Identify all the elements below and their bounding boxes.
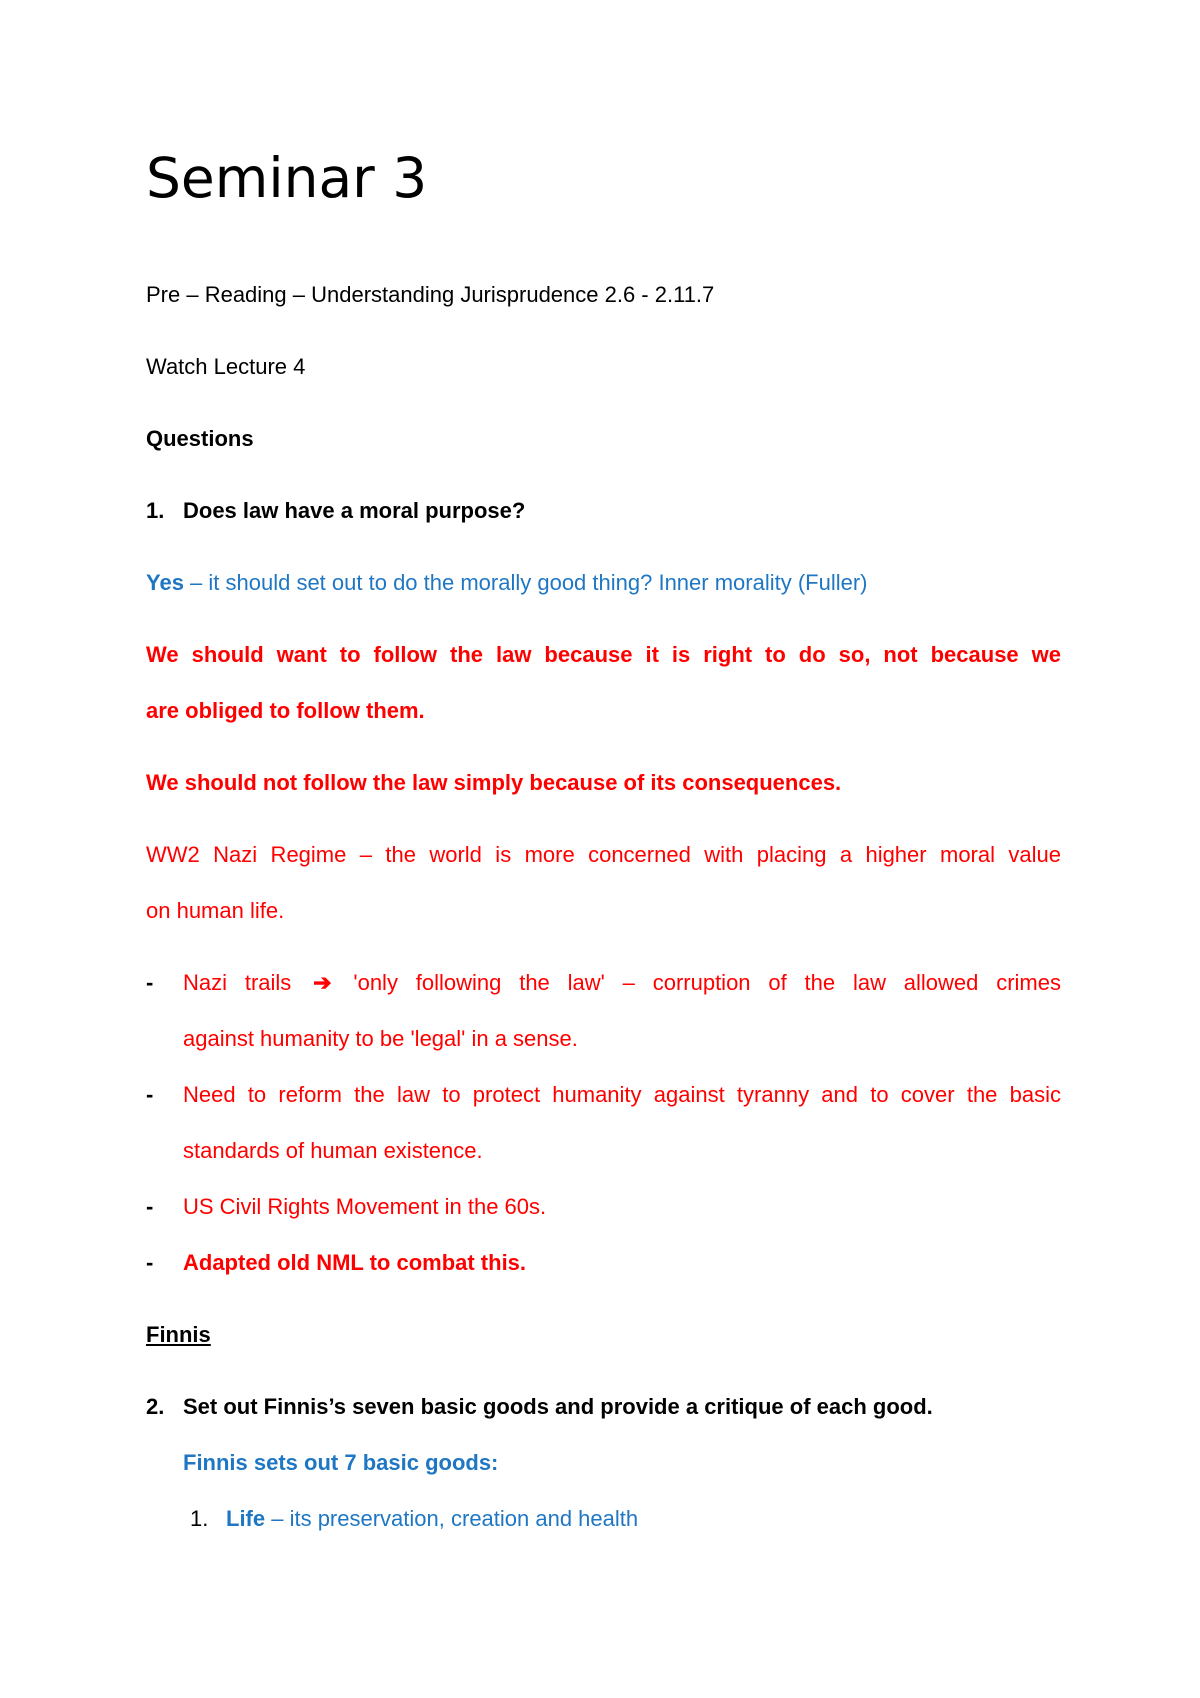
bullet-dash: - [146, 1250, 154, 1275]
question-1-number: 1. [146, 498, 165, 523]
question-2-text: Set out Finnis’s seven basic goods and provide a critique of each good. [183, 1394, 933, 1419]
question-2 [146, 1379, 1061, 1435]
yes-text: – it should set out to do the morally good thing? Inner morality (Fuller) [183, 570, 868, 595]
bullet-4: Adapted old NML to combat this. [183, 1250, 527, 1275]
bullet-1-part2: 'only following the law' – corruption of the law allowed crimes [353, 970, 1061, 995]
red-statement-2: We should not follow the law simply because of its consequences. [146, 770, 842, 795]
finnis-sets-out: Finnis sets out 7 basic goods: [183, 1450, 499, 1475]
red-statement-1-line2: are obliged to follow them. [146, 698, 425, 723]
finnis-heading: Finnis [146, 1322, 211, 1347]
questions-heading: Questions [146, 426, 254, 451]
bullet-dash: - [146, 1194, 154, 1219]
watch-lecture-line: Watch Lecture 4 [146, 354, 306, 379]
pre-reading-line: Pre – Reading – Understanding Jurisprudence 2.6 - 2.11.7 [146, 282, 715, 307]
question-2-number: 2. [146, 1394, 165, 1419]
yes-label: Yes [146, 570, 184, 595]
bullet-2-line1: Need to reform the law to protect humanity against tyranny and to cover the basic [183, 1082, 1061, 1107]
question-1-text: Does law have a moral purpose? [183, 498, 526, 523]
ww2-line2: on human life. [146, 898, 285, 923]
ww2-line1: WW2 Nazi Regime – the world is more concerned with placing a higher moral value [146, 842, 1061, 867]
bullet-3: US Civil Rights Movement in the 60s. [183, 1194, 547, 1219]
bullet-1-line2: against humanity to be 'legal' in a sense. [183, 1026, 578, 1051]
red-statement-1-line1: We should want to follow the law because it is right to do so, not because we [146, 642, 1061, 667]
page-title: Seminar 3 [146, 146, 428, 210]
good-1-name: Life [226, 1506, 266, 1531]
good-item-life [190, 1491, 1060, 1547]
answer-yes-line [146, 555, 1061, 611]
bullet-dash: - [146, 970, 154, 995]
question-1 [146, 483, 1061, 539]
bullet-1-part1: Nazi trails [183, 970, 292, 995]
good-1-desc: – its preservation, creation and health [265, 1506, 639, 1531]
bullet-dash: - [146, 1082, 154, 1107]
bullet-1-line1 [183, 955, 1061, 1011]
good-1-number: 1. [190, 1506, 209, 1531]
right-arrow-icon: ➔ [313, 970, 332, 995]
bullet-2-line2: standards of human existence. [183, 1138, 483, 1163]
